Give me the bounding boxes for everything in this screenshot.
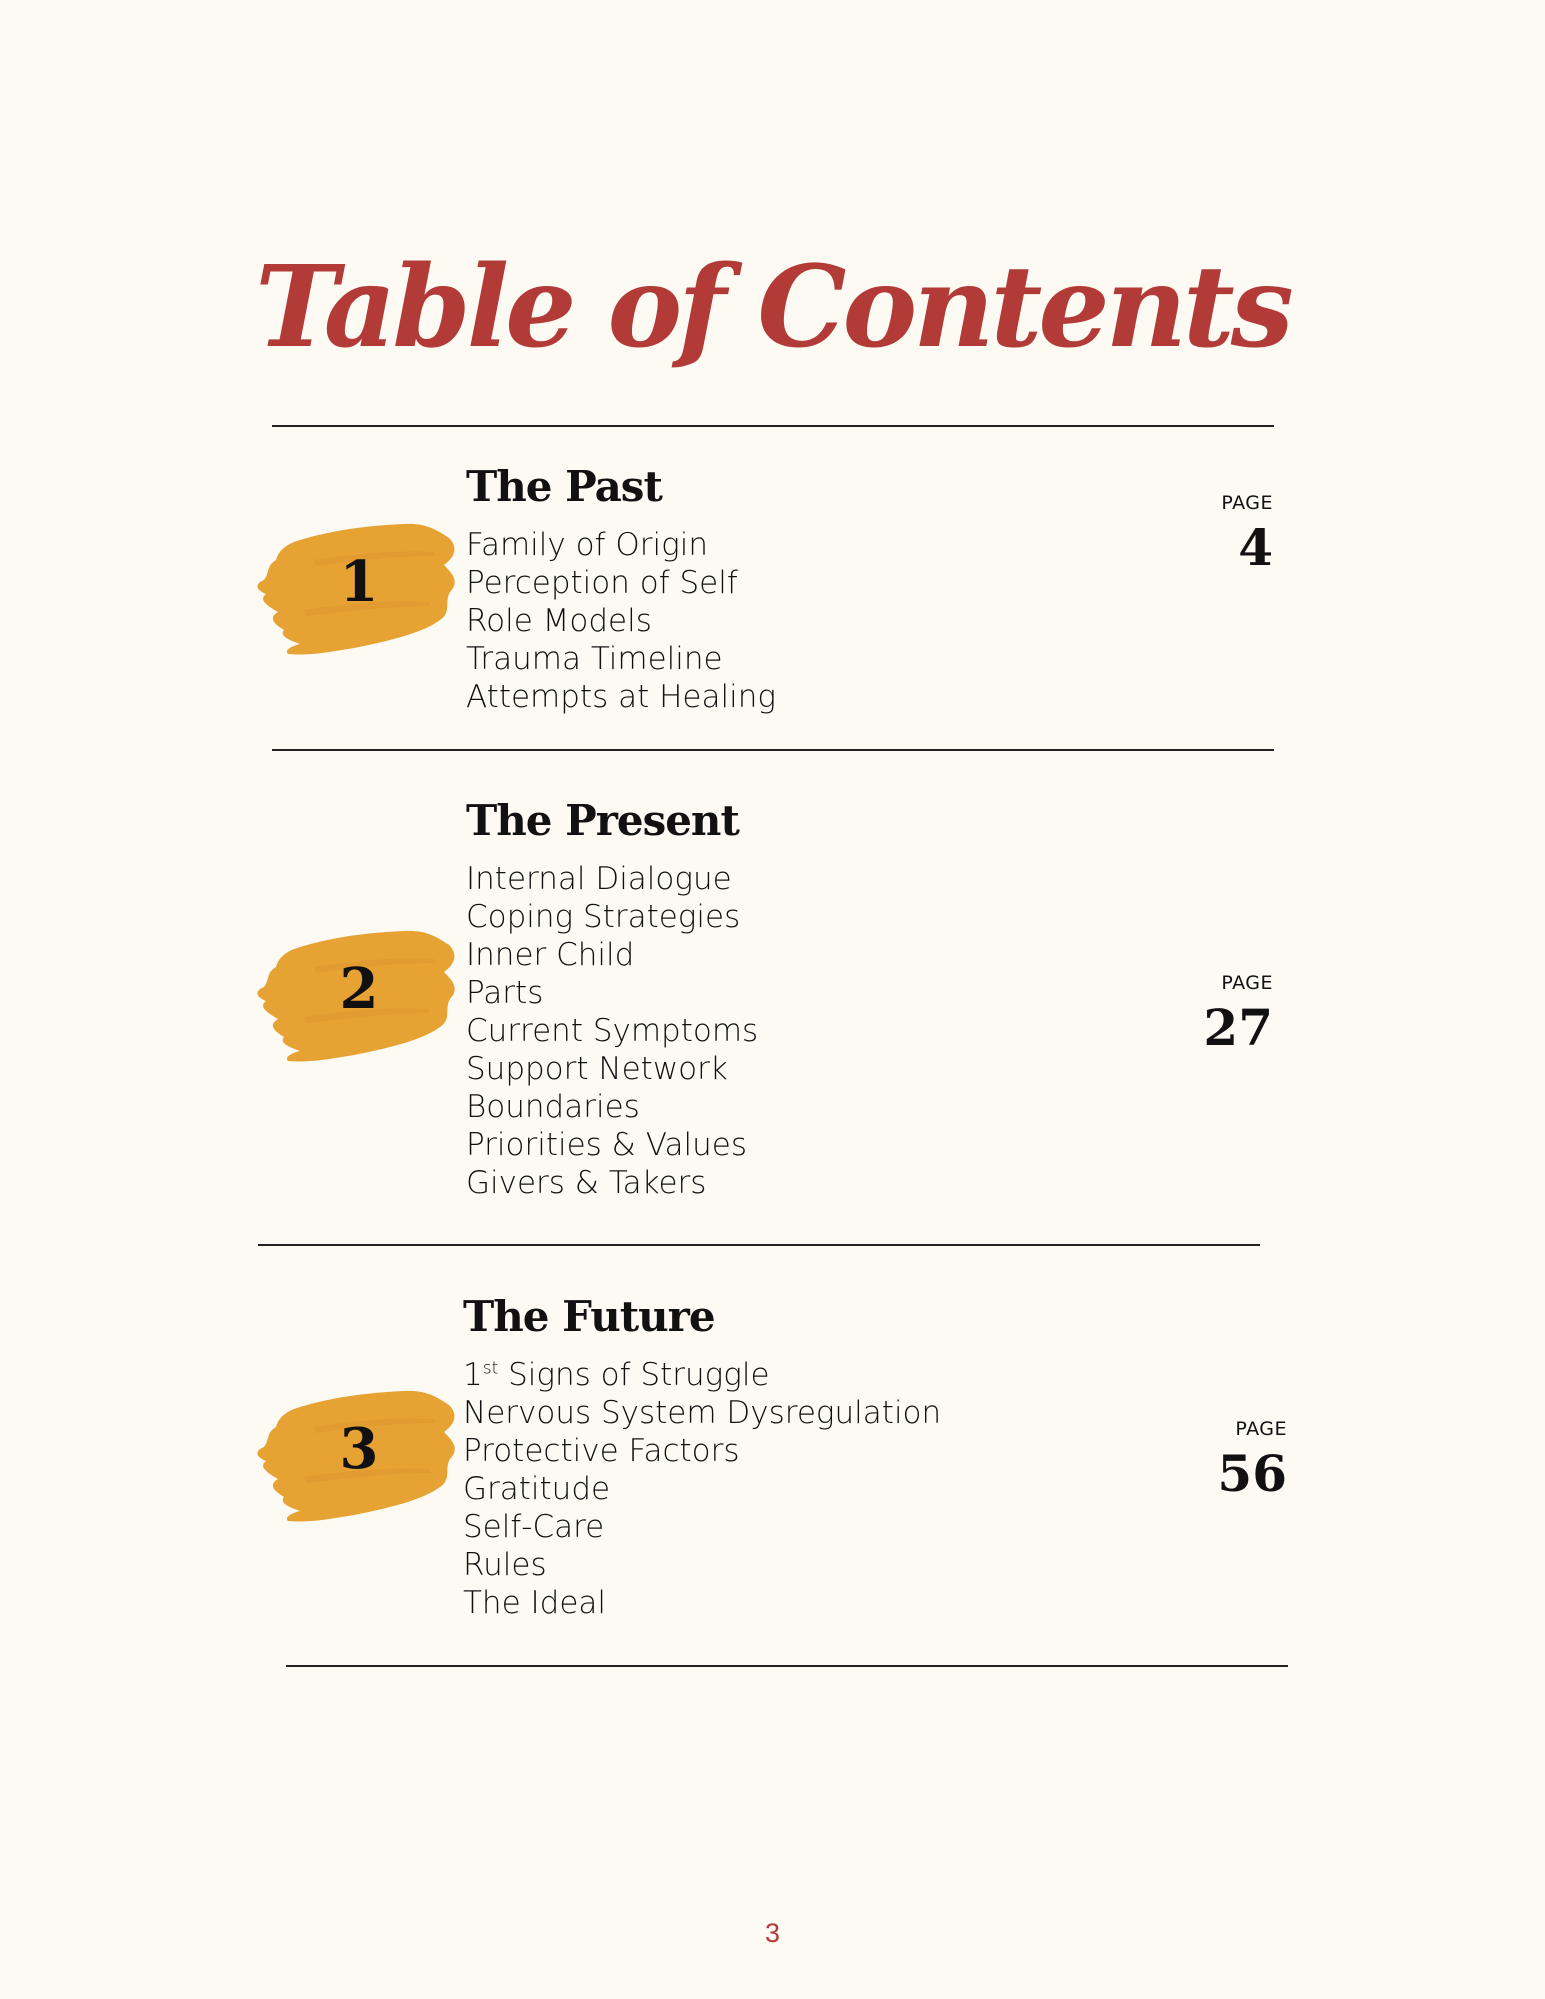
divider-1 [272, 749, 1274, 751]
section-heading: The Past [466, 462, 662, 511]
list-item[interactable]: The Ideal [463, 1585, 607, 1621]
section-items-list [466, 526, 776, 716]
list-item[interactable]: Parts [466, 975, 544, 1011]
section-heading: The Present [466, 796, 739, 845]
list-item[interactable]: Current Symptoms [466, 1013, 759, 1049]
section-number: 3 [339, 1416, 379, 1482]
section-number: 1 [339, 549, 379, 615]
section-items-list [463, 1356, 941, 1622]
list-item[interactable]: Family of Origin [466, 527, 708, 563]
divider-bottom [286, 1665, 1288, 1667]
page-label: PAGE [1235, 1418, 1287, 1440]
list-item[interactable]: Rules [463, 1547, 547, 1583]
page-number: 27 [1203, 998, 1273, 1057]
page-title: Table of Contents [255, 242, 1290, 373]
page-reference [1217, 1418, 1287, 1503]
page-reference [1221, 492, 1273, 577]
section-number: 2 [339, 956, 379, 1022]
page-number: 4 [1238, 518, 1273, 577]
list-item[interactable]: Attempts at Healing [466, 679, 776, 715]
list-item[interactable]: Self-Care [463, 1509, 605, 1545]
list-item[interactable]: Coping Strategies [466, 899, 741, 935]
divider-2 [258, 1244, 1260, 1246]
section-heading: The Future [463, 1292, 715, 1341]
list-item[interactable]: Boundaries [466, 1089, 640, 1125]
list-item-rest: Signs of Struggle [498, 1357, 770, 1393]
brush-badge-2 [254, 927, 464, 1067]
list-item[interactable]: Support Network [466, 1051, 728, 1087]
list-item[interactable]: Givers & Takers [466, 1165, 707, 1201]
list-item[interactable]: Nervous System Dysregulation [463, 1395, 942, 1431]
list-item[interactable]: Protective Factors [463, 1433, 740, 1469]
list-item[interactable]: Gratitude [463, 1471, 611, 1507]
list-item[interactable] [463, 1356, 941, 1394]
list-item[interactable]: Perception of Self [466, 565, 738, 601]
page-reference [1203, 972, 1273, 1057]
page-number: 56 [1217, 1444, 1287, 1503]
page-label: PAGE [1221, 492, 1273, 514]
list-item[interactable]: Trauma Timeline [466, 641, 723, 677]
list-item[interactable]: Role Models [466, 603, 652, 639]
brush-badge-3 [254, 1387, 464, 1527]
list-item[interactable]: Priorities & Values [466, 1127, 747, 1163]
list-item-prefix: 1 [463, 1357, 483, 1393]
page-label: PAGE [1221, 972, 1273, 994]
ordinal-suffix: st [482, 1358, 499, 1379]
footer-page-number: 3 [764, 1918, 781, 1948]
section-items-list [466, 860, 758, 1202]
list-item[interactable]: Internal Dialogue [466, 861, 732, 897]
list-item[interactable]: Inner Child [466, 937, 635, 973]
brush-badge-1 [254, 520, 464, 660]
divider-top [272, 425, 1274, 427]
